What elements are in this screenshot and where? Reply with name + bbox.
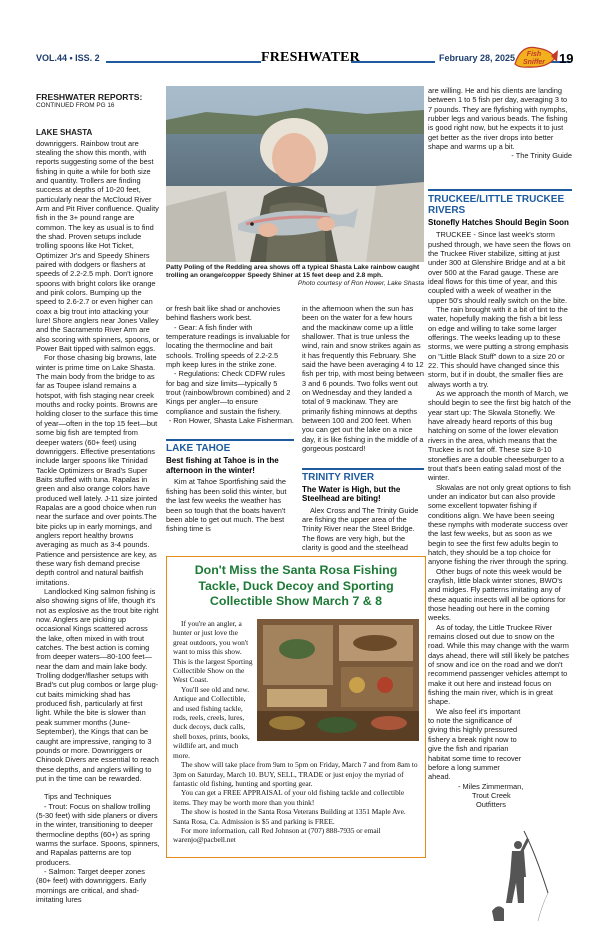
paragraph: We also feel it's important to note the significance of giving this highly pressured fishery a break right now to give the fish and riparian habitat some time to recover before a long summer ahead. [428,706,522,782]
ad-paragraph: For more information, call Red Johnson at (707) 888-7935 or email warenjo@pacbell.net [173,825,381,845]
angler-photo-illustration [166,86,424,262]
paragraph: The rain brought with it a bit of tint to the water, hopefully making the fish a bit less on edge and willing to take some larger offerings. The weeks leading up to these storms, we were putting a strong emphasis on "Little Black Stuff" down to a size 20 or 22. This should have changed since this storm, but if in doubt, the smaller flies are always worth a try. [428,305,569,389]
paragraph: TRUCKEE - Since last week's storm pushed through, we have seen the flows on the Truckee River stabilize, sitting at just under 300 at Glenshire Bridge and at a bit over 500 at the Farad gauge. These are ideal flows for this time of year, and this coupled with a week of weather in the upper 50's should really switch on the bite. [428,230,571,305]
section-rule [428,189,572,191]
paragraph: or fresh bait like shad or anchovies behind flashers work best. [166,304,281,323]
page-number: 19 [559,51,574,66]
svg-text:Sniffer: Sniffer [522,59,546,66]
trinity-river-headline: The Water is High, but the Steelhead are biting! [302,484,401,503]
truckee-title: TRUCKEE/LITTLE TRUCKEE RIVERS [428,193,565,216]
volume-issue: VOL.44 • ISS. 2 [36,53,106,63]
byline: - Ron Hower, Shasta Lake Fisherman. [168,416,294,426]
ad-body [173,619,419,845]
section-title: FRESHWATER [261,50,360,65]
reports-title: FRESHWATER REPORTS: [36,92,143,102]
column-2 [166,304,294,534]
column-4 [428,86,572,810]
truckee-headline: Stonefly Hatches Should Begin Soon [428,217,569,227]
trinity-river-title: TRINITY RIVER [302,471,375,483]
ad-paragraph: You can get a FREE APPRAISAL of your old fishing tackle and collectible items. They may be worth more than you think! [173,788,405,807]
paragraph: As of today, the Little Truckee River remains closed out due to snow on the road. While this may change with the warm days ahead, there will still likely be patches of snow and ice on the road and we don't recommend passenger vehicles attempt to make it out here and instead focus on fishing the main river, which is in great shape. [428,622,569,707]
paragraph: Landlocked King salmon fishing is also showing signs of life, though it's not as explosive as the trout bite right now. Anglers are picking up occasional Kings scattered across the lake, often mixed in with trout catches. The best action is coming from deeper waters—80-100 feet—near the dam and main lake body. Trolling dodger/flasher setups with Brad's cut plug combos or large plug-cut baits mimicking shad has produced fish, particularly at first light. While the bite is slower than peak summer months (June-September), the Kings that can be caught are impressive, ranging to 3 pounds or more. Downriggers or Chinook Divers are essential to reach these depths, and anglers willing to put in the time can be rewarded. [36,587,159,783]
paragraph: Other bugs of note this week would be crayfish, little black winter stones, BWO's and midges. Fly patterns imitating any of these aquatic insects will all be options for those heading out here in the coming weeks. [428,566,566,623]
byline: - Miles Zimmerman, [458,781,524,791]
paragraph: Skwalas are not only great options to fish under an indicator but can also provide some excellent topwater fishing if conditions align. We have been seeing these nymphs with moderate success over the last few weeks, but as soon as we begin to see the first few adults begin to hatch, they should be a top choice for anyone fishing the river through the spring. [428,482,571,567]
paragraph: in the afternoon when the sun has been on the water for a few hours and the mackinaw come up a little shallower. That is true unless the wind, rain and snow strikes again as it has frequently this February. She said the have been averaging 4 to 12 fish per trip, with most being between 3 and 6 pounds. Two folks went out on Wednesday and they landed a total of 9 mackinaw. They are primarily fishing minnows at depths between 100 and 200 feet. When you can get out the lake on a nice day, it is like fishing in the middle of a gorgeous postcard! [302,304,425,454]
paragraph: - Regulations: Check CDFW rules for bag and size limits—typically 5 trout (rainbow/brown combined) and 2 Kings per angler—to ensure compliance and sustain the fishery. [166,369,291,416]
paragraph: are willing. He and his clients are landing between 1 to 5 fish per day, averaging 3 to 7 pounds. They are flyfishing with nymphs, rubber legs and various beads. The fishing is good right now, but he expects it to just get better as the river drops into better shape and warms up a bit. [428,86,568,152]
paragraph: downriggers. Rainbow trout are stealing the show this month, with reports suggesting some of the best fishing in quite a while for both size and quantity. Trollers are finding success at depths of 10-20 feet, particularly near the McCloud River Arm and Pit River confluence. Quality fish in the 3+ pound range are common. The key as usual is to find the shad. Proven setups include trolling spoons like Hot Ticket, Optimizer Jr's and Speedy Shiners paired with dodgers or flashers at speeds of 2.2-2.5 mph. Don't ignore spoons with bright colors like orange and pink colors. Bumping up the speed to 2.6-2.7 or even higher can coax a big trout into attacking your lure! Shore anglers near Jones Valley and the Sacramento River Arm are also scoring with spinners, spoons, or Power Bait tipped with salmon eggs. [36,138,160,354]
ad-paragraph: If you're an angler, a hunter or just love the great outdoors, you won't want to miss this show. This is the largest Sporting Collectible Show on the West Coast. [173,619,253,685]
lake-tahoe-headline: Best fishing at Tahoe is in the afternoon in the winter! [166,456,279,475]
paragraph: Alex Cross and The Trinity Guide are fishing the upper area of the Trinity River near the Steel Bridge. The flows are very high, but the clarity is good and the steelhead [302,505,419,552]
paragraph: As we approach the month of March, we should begin to see the first big hatch of the year start up: The Skwala Stonefly. We have already heard reports of this bug hatching on some of the lower elevation rivers in the area, which means that the Truckee is not far off. These size 8-10 stoneflies are a double cheeseburger to a trout that's been eating salad most of the winter. [428,389,571,483]
photo-caption [166,264,424,288]
lake-shasta-subhead: LAKE SHASTA [36,127,93,137]
lake-tahoe-title: LAKE TAHOE [166,443,231,455]
issue-date: February 28, 2025 [435,53,519,63]
continued-note: CONTINUED FROM PG 16 [36,102,115,109]
byline: Trout Creek [472,790,511,800]
ad-paragraph: The show is hosted in the Santa Rosa Veterans Building at 1351 Maple Ave. Santa Rosa, Ca. Admission is $5 and parking is FREE. [173,807,406,826]
byline: Outfitters [476,800,506,810]
column-1 [36,92,160,904]
section-rule [166,439,294,441]
collectibles-photo-illustration [257,619,419,741]
show-advertisement [166,556,426,858]
tips-heading: Tips and Techniques [44,792,112,802]
paragraph: - Gear: A fish finder with temperature readings is invaluable for locating the thermocline and bait schools. Trolling speeds of 2.2-2.5 mph keep lures in the strike zone. [166,322,290,370]
ad-headline: Don't Miss the Santa Rosa Fishing Tackle, Duck Decoy and Sporting Collectible Show March 7 & 8 [194,563,398,608]
paragraph: - Salmon: Target deeper zones (80+ feet) with downriggers. Early mornings are critical, and shad-imitating lures [36,866,147,904]
ad-paragraph: You'll see old and new. Antique and Collectible, and used fishing tackle, rods, reels, creels, lures, duck decoys, duck calls, shell boxes, prints, books, wildlife art, and much more. [173,684,250,760]
section-rule [302,468,424,470]
column-3 [302,304,424,552]
ad-paragraph: The show will take place from 9am to 5pm on Friday, March 7 and from 8am to 3pm on Saturday, March 10. BUY, SELL, TRADE or just enjoy the myriad of fantastic old fishing, hunting and sporting gear. [173,760,418,788]
fly-fisher-silhouette [490,825,552,925]
svg-text:Fish: Fish [526,51,542,58]
byline: - The Trinity Guide [511,151,572,161]
paragraph: Kim at Tahoe Sportfishing said the fishing has been solid this winter, but the last few weeks the weather has been so tough that the boats haven't been able to get out much. The best fishing time is [166,477,287,534]
collectibles-photo [257,619,419,741]
angler-photo [166,86,424,262]
fish-sniffer-logo [511,42,559,70]
paragraph: For those chasing big browns, late winter is prime time on Lake Shasta. The main body from the bridge to as far as Toupee island remains a hotspot, with fish staging near creek mouths and rocky points. Browns are holding closer to the surface this time of year—often in the top 15 feet—but some big fish are tempted from deeper waters (60+ feet) using downriggers. Effective presentations include larger spoons like Trinidad Tackle Optimizers or Brad's Super Baits stuffed with tuna. Rapalas in green and also orange colors have produced well lately. J-11 size jointed Rapalas are a good choice when run near the surface and over points.The bite picks up in early mornings, and anglers report healthy browns averaging as much as 3-4 pounds. Patience and persistence are key, as these wary fish demand precise depth control and natural baitfish imitations. [36,353,159,587]
photo-credit: Photo courtesy of Ron Hower, Lake Shasta [297,280,424,287]
page-header [36,50,574,72]
caption-text: Patty Poling of the Redding area shows off a typical Shasta Lake rainbow caught trolling an orange/copper Speedy Shiner at 15 feet deep and 2.8 mph. [166,264,420,279]
paragraph: - Trout: Focus on shallow trolling (5-30 feet) with side planers or divers in the winter, transitioning to deeper thermocline depths (60+) as spring warms the surface. Spoons, spinners, and Rapalas patterns are top producers. [36,801,160,867]
